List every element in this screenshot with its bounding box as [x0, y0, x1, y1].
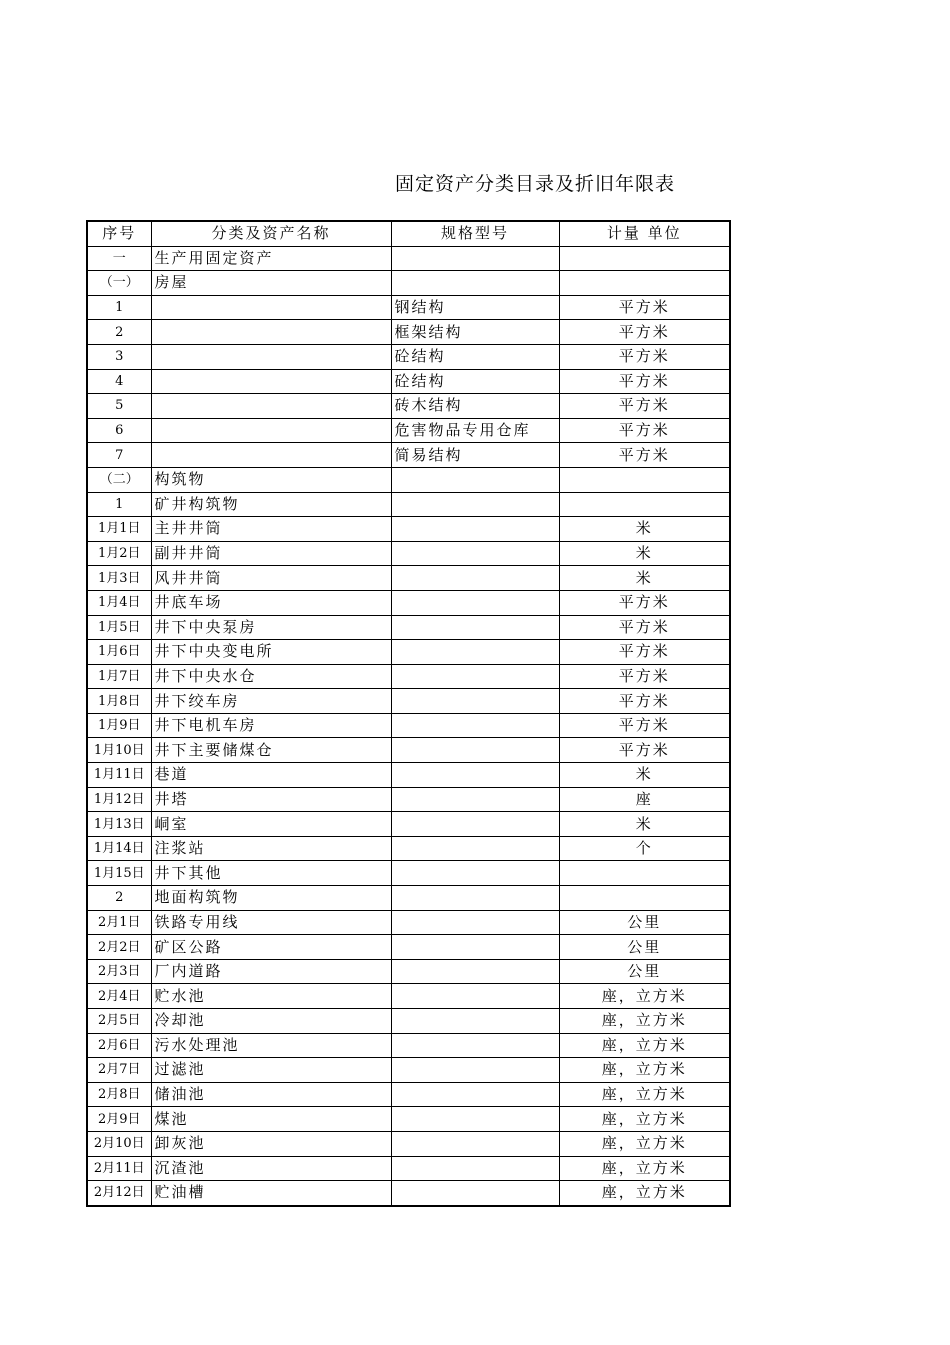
cell-unit: 平方米 [559, 664, 730, 689]
cell-seq: 3 [87, 344, 151, 369]
cell-unit: 座 [559, 787, 730, 812]
cell-unit: 平方米 [559, 344, 730, 369]
cell-unit [559, 492, 730, 517]
cell-spec [391, 935, 559, 960]
cell-unit [559, 467, 730, 492]
cell-seq: 2 [87, 320, 151, 345]
cell-spec [391, 959, 559, 984]
cell-seq: 1月8日 [87, 689, 151, 714]
cell-name: 贮油槽 [151, 1181, 391, 1206]
table-row [87, 812, 730, 837]
cell-name: 主井井筒 [151, 517, 391, 542]
cell-seq: 1月13日 [87, 812, 151, 837]
header-spec: 规格型号 [391, 221, 559, 246]
asset-table [86, 220, 731, 1207]
cell-unit: 座，立方米 [559, 1033, 730, 1058]
cell-unit [559, 861, 730, 886]
table-row [87, 910, 730, 935]
cell-name: 卸灰池 [151, 1131, 391, 1156]
cell-spec [391, 738, 559, 763]
table-row [87, 492, 730, 517]
table-row [87, 1033, 730, 1058]
cell-name: 构筑物 [151, 467, 391, 492]
cell-seq: 5 [87, 394, 151, 419]
table-row [87, 763, 730, 788]
cell-name: 房屋 [151, 271, 391, 296]
cell-spec: 砼结构 [391, 369, 559, 394]
cell-name: 过滤池 [151, 1058, 391, 1083]
cell-seq: 4 [87, 369, 151, 394]
cell-spec [391, 590, 559, 615]
table-row [87, 787, 730, 812]
cell-unit [559, 246, 730, 271]
table-row [87, 344, 730, 369]
cell-name: 井下其他 [151, 861, 391, 886]
cell-spec [391, 1131, 559, 1156]
cell-spec [391, 517, 559, 542]
cell-name: 污水处理池 [151, 1033, 391, 1058]
cell-seq: 1月14日 [87, 836, 151, 861]
table-row [87, 886, 730, 911]
cell-unit: 平方米 [559, 615, 730, 640]
cell-name: 井下中央泵房 [151, 615, 391, 640]
cell-name: 矿井构筑物 [151, 492, 391, 517]
table-row [87, 689, 730, 714]
cell-unit [559, 271, 730, 296]
table-row [87, 369, 730, 394]
cell-spec [391, 1107, 559, 1132]
cell-name: 生产用固定资产 [151, 246, 391, 271]
cell-spec [391, 467, 559, 492]
cell-name: 风井井筒 [151, 566, 391, 591]
cell-unit: 公里 [559, 935, 730, 960]
table-row [87, 320, 730, 345]
cell-spec: 框架结构 [391, 320, 559, 345]
cell-name: 井下电机车房 [151, 713, 391, 738]
cell-name: 冷却池 [151, 1009, 391, 1034]
cell-unit: 平方米 [559, 713, 730, 738]
cell-name [151, 344, 391, 369]
cell-unit: 平方米 [559, 295, 730, 320]
cell-spec [391, 787, 559, 812]
cell-spec [391, 615, 559, 640]
cell-seq: 1月11日 [87, 763, 151, 788]
cell-unit: 米 [559, 541, 730, 566]
table-row [87, 640, 730, 665]
cell-unit: 座，立方米 [559, 1107, 730, 1132]
cell-name: 峒室 [151, 812, 391, 837]
cell-spec [391, 984, 559, 1009]
cell-spec [391, 1033, 559, 1058]
cell-seq: 7 [87, 443, 151, 468]
cell-name: 煤池 [151, 1107, 391, 1132]
cell-seq: 1月6日 [87, 640, 151, 665]
cell-seq: 2月4日 [87, 984, 151, 1009]
cell-name: 井下主要储煤仓 [151, 738, 391, 763]
table-row [87, 443, 730, 468]
cell-seq: 1月7日 [87, 664, 151, 689]
table-row [87, 959, 730, 984]
cell-seq: 1 [87, 492, 151, 517]
header-name: 分类及资产名称 [151, 221, 391, 246]
cell-name [151, 394, 391, 419]
cell-seq: 2月5日 [87, 1009, 151, 1034]
header-unit: 计量 单位 [559, 221, 730, 246]
table-row [87, 394, 730, 419]
cell-seq: 2 [87, 886, 151, 911]
cell-spec [391, 1058, 559, 1083]
cell-spec [391, 664, 559, 689]
cell-name [151, 369, 391, 394]
cell-unit: 平方米 [559, 369, 730, 394]
table-row [87, 467, 730, 492]
cell-spec [391, 713, 559, 738]
cell-name: 沉渣池 [151, 1156, 391, 1181]
cell-seq: 2月3日 [87, 959, 151, 984]
table-row [87, 590, 730, 615]
cell-unit: 座，立方米 [559, 1058, 730, 1083]
cell-name: 矿区公路 [151, 935, 391, 960]
cell-seq: 1月5日 [87, 615, 151, 640]
cell-seq: 1月9日 [87, 713, 151, 738]
cell-spec [391, 1156, 559, 1181]
cell-unit: 公里 [559, 959, 730, 984]
cell-spec [391, 640, 559, 665]
cell-name: 巷道 [151, 763, 391, 788]
cell-spec [391, 861, 559, 886]
cell-spec: 砖木结构 [391, 394, 559, 419]
cell-unit: 座，立方米 [559, 984, 730, 1009]
cell-seq: 1 [87, 295, 151, 320]
cell-spec [391, 246, 559, 271]
cell-spec [391, 1009, 559, 1034]
cell-spec: 危害物品专用仓库 [391, 418, 559, 443]
cell-unit: 米 [559, 812, 730, 837]
cell-name: 井下绞车房 [151, 689, 391, 714]
cell-seq: 2月11日 [87, 1156, 151, 1181]
cell-seq: 2月12日 [87, 1181, 151, 1206]
cell-spec [391, 492, 559, 517]
cell-spec [391, 271, 559, 296]
header-seq: 序号 [87, 221, 151, 246]
table-row [87, 984, 730, 1009]
cell-seq: 6 [87, 418, 151, 443]
cell-name: 井底车场 [151, 590, 391, 615]
cell-spec [391, 541, 559, 566]
cell-name [151, 443, 391, 468]
cell-unit: 平方米 [559, 590, 730, 615]
cell-spec [391, 836, 559, 861]
cell-seq: 1月12日 [87, 787, 151, 812]
cell-spec [391, 763, 559, 788]
cell-unit: 座，立方米 [559, 1082, 730, 1107]
cell-unit: 公里 [559, 910, 730, 935]
cell-name [151, 320, 391, 345]
table-row [87, 541, 730, 566]
table-row [87, 566, 730, 591]
cell-seq: 2月6日 [87, 1033, 151, 1058]
table-header-row [87, 221, 730, 246]
cell-unit: 座，立方米 [559, 1156, 730, 1181]
cell-seq: 1月10日 [87, 738, 151, 763]
cell-unit: 座，立方米 [559, 1131, 730, 1156]
cell-name [151, 295, 391, 320]
cell-seq: （一） [87, 271, 151, 296]
cell-seq: 2月8日 [87, 1082, 151, 1107]
cell-unit: 平方米 [559, 689, 730, 714]
cell-name: 贮水池 [151, 984, 391, 1009]
table-row [87, 517, 730, 542]
cell-name: 井塔 [151, 787, 391, 812]
cell-seq: 1月4日 [87, 590, 151, 615]
cell-unit: 个 [559, 836, 730, 861]
cell-seq: 一 [87, 246, 151, 271]
cell-name: 厂内道路 [151, 959, 391, 984]
cell-seq: 1月15日 [87, 861, 151, 886]
table-row [87, 418, 730, 443]
cell-seq: 1月2日 [87, 541, 151, 566]
table-row [87, 1082, 730, 1107]
cell-name: 地面构筑物 [151, 886, 391, 911]
cell-spec [391, 910, 559, 935]
page-title: 固定资产分类目录及折旧年限表 [394, 173, 675, 195]
cell-spec: 钢结构 [391, 295, 559, 320]
asset-table-body [87, 221, 730, 1206]
cell-spec: 简易结构 [391, 443, 559, 468]
cell-seq: 2月7日 [87, 1058, 151, 1083]
cell-unit: 平方米 [559, 320, 730, 345]
table-row [87, 1181, 730, 1206]
table-row [87, 295, 730, 320]
cell-seq: 1月1日 [87, 517, 151, 542]
cell-seq: 2月9日 [87, 1107, 151, 1132]
cell-name: 副井井筒 [151, 541, 391, 566]
cell-name: 井下中央变电所 [151, 640, 391, 665]
cell-seq: 2月10日 [87, 1131, 151, 1156]
cell-spec: 砼结构 [391, 344, 559, 369]
cell-unit: 座，立方米 [559, 1181, 730, 1206]
cell-name: 井下中央水仓 [151, 664, 391, 689]
cell-seq: 2月2日 [87, 935, 151, 960]
cell-unit [559, 886, 730, 911]
cell-spec [391, 689, 559, 714]
cell-unit: 平方米 [559, 640, 730, 665]
table-row [87, 615, 730, 640]
cell-spec [391, 566, 559, 591]
cell-spec [391, 812, 559, 837]
cell-seq: 1月3日 [87, 566, 151, 591]
cell-unit: 米 [559, 763, 730, 788]
table-row [87, 1107, 730, 1132]
table-row [87, 271, 730, 296]
table-row [87, 861, 730, 886]
cell-spec [391, 886, 559, 911]
cell-spec [391, 1082, 559, 1107]
cell-unit: 米 [559, 517, 730, 542]
table-row [87, 713, 730, 738]
cell-name: 铁路专用线 [151, 910, 391, 935]
cell-unit: 平方米 [559, 443, 730, 468]
cell-spec [391, 1181, 559, 1206]
table-row [87, 664, 730, 689]
cell-name: 注浆站 [151, 836, 391, 861]
table-row [87, 738, 730, 763]
cell-unit: 座，立方米 [559, 1009, 730, 1034]
table-row [87, 1058, 730, 1083]
table-row [87, 836, 730, 861]
cell-unit: 米 [559, 566, 730, 591]
table-row [87, 246, 730, 271]
table-row [87, 935, 730, 960]
cell-unit: 平方米 [559, 394, 730, 419]
cell-name [151, 418, 391, 443]
cell-seq: 2月1日 [87, 910, 151, 935]
table-row [87, 1156, 730, 1181]
table-row [87, 1131, 730, 1156]
cell-unit: 平方米 [559, 418, 730, 443]
cell-unit: 平方米 [559, 738, 730, 763]
table-row [87, 1009, 730, 1034]
cell-seq: （二） [87, 467, 151, 492]
cell-name: 储油池 [151, 1082, 391, 1107]
